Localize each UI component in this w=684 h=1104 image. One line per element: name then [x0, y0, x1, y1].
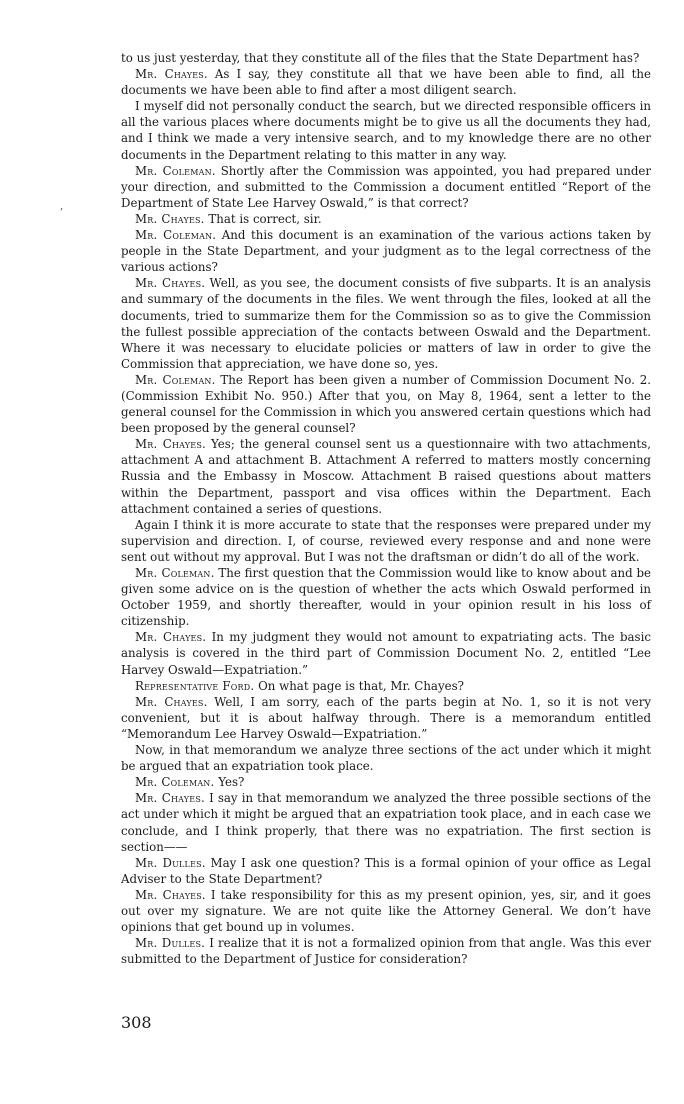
speaker-name: Mr. Coleman.	[135, 566, 215, 580]
paragraph	[121, 565, 651, 629]
paragraph	[121, 436, 651, 516]
paragraph-text: In my judgment they would not amount to expatriating acts. The basic analysis is covered in the third part of Commission Document No. 2, entitled “Lee Harvey Oswald—Expatriation.”	[121, 630, 651, 677]
speaker-name: Mr. Coleman.	[135, 372, 216, 387]
speaker-name: Mr. Dulles.	[135, 855, 206, 870]
paragraph-text: I realize that it is not a formalized opinion from that angle. Was this ever submitted to the Department of Justice for consideration?	[121, 936, 652, 967]
paragraph	[121, 629, 651, 677]
paragraph	[121, 275, 651, 372]
paragraph-text: I say in that memorandum we analyzed the three possible sections of the act under which it might be argued that an expatriation took place, and in each case we conclude, and I think properly, that there was no expatriation. The first section is section——	[121, 791, 651, 854]
speaker-name: Mr. Chayes.	[135, 630, 207, 645]
paragraph-text: As I say, they constitute all that we have been able to find, all the documents we have been able to find after a most diligent search.	[121, 67, 651, 98]
paragraph-text: The first question that the Commission would like to know about and be given some advice on is the question of whether the acts which Oswald performed in October 1959, and shortly thereafter, would in your opinion result in his loss of citizenship.	[121, 566, 651, 629]
paragraph	[121, 774, 651, 790]
paragraph	[121, 887, 651, 935]
speaker-name: Mr. Chayes.	[135, 791, 205, 806]
paragraph	[121, 694, 651, 742]
paragraph-text: Now, in that memorandum we analyze three sections of the act under which it might be argued that an expatriation took place.	[121, 743, 651, 774]
paragraph-text: Well, as you see, the document consists of five subparts. It is an analysis and summary of the documents in the files. We went through the files, looked at all the documents, tried to summarize them for the Commission so as to give the Commission the fullest possible appreciation of the contacts between Oswald and the Department. Where it was necessary to elucidate policies or matters of law in order to give the Commission that appreciation, we have done so, yes.	[121, 276, 651, 371]
page-number: 308	[121, 1013, 152, 1032]
speaker-name: Mr. Coleman.	[135, 775, 215, 790]
speaker-name: Mr. Chayes.	[135, 276, 206, 291]
paragraph	[121, 935, 651, 967]
paragraph-text: I myself did not personally conduct the search, but we directed responsible officers in all the various places where documents might be to give us all the documents they had, and I think we made a very intensive search, and to my knowledge there are no other documents in the Department relating to this matter in any way.	[121, 99, 651, 162]
paragraph	[121, 742, 651, 774]
paragraph-text: Again I think it is more accurate to state that the responses were prepared under my supervision and direction. I, of course, reviewed every response and and none were sent out without my approval. But I was not the draftsman or didn’t do all of the work.	[121, 517, 651, 564]
speaker-name: Mr. Dulles.	[135, 936, 206, 951]
paragraph	[121, 66, 651, 98]
speaker-name: Mr. Chayes.	[135, 887, 206, 902]
paragraph-text: Shortly after the Commission was appointed, you had prepared under your direction, and submitted to the Commission a document entitled “Report of the Department of State Lee Harvey Oswald,” is that correct?	[121, 163, 651, 210]
paragraph	[121, 227, 651, 275]
paragraph-text: Well, I am sorry, each of the parts begin at No. 1, so it is not very convenient, but it is about halfway through. There is a memorandum entitled “Memorandum Lee Harvey Oswald—Expatriation.”	[121, 694, 651, 741]
paragraph-text: Yes; the general counsel sent us a questionnaire with two attachments, attachment A and attachment B. Attachment A referred to matters mostly concerning Russia and the Embassy in Moscow. Attachment B raised questions about matters within the Department, passport and visa offices within the Department. Each attachment contained a series of questions.	[121, 437, 651, 516]
speaker-name: Mr. Coleman.	[135, 163, 216, 178]
paragraph-text: That is correct, sir.	[204, 211, 322, 226]
paragraph	[121, 50, 651, 66]
paragraph-text: On what page is that, Mr. Chayes?	[254, 678, 464, 693]
paragraph-text: Yes?	[214, 775, 245, 790]
speaker-name: Mr. Coleman.	[135, 228, 217, 243]
paragraph-text: I take responsibility for this as my present opinion, yes, sir, and it goes out over my signature. We are not quite like the Attorney General. We don’t have opinions that get bound up in volumes.	[121, 887, 651, 935]
paragraph-text: May I ask one question? This is a formal opinion of your office as Legal Adviser to the State Department?	[121, 855, 652, 886]
margin-mark: ‚	[60, 201, 64, 212]
speaker-name: Representative Ford.	[135, 678, 255, 693]
paragraph	[121, 790, 651, 854]
paragraph	[121, 98, 651, 162]
paragraph	[121, 517, 651, 565]
paragraph	[121, 163, 651, 211]
speaker-name: Mr. Chayes.	[135, 211, 205, 226]
speaker-name: Mr. Chayes.	[135, 437, 206, 452]
paragraph-text: The Report has been given a number of Commission Document No. 2. (Commission Exhibit No. 950.) After that you, on May 8, 1964, sent a letter to the general counsel for the Commission in which you answered certain questions which had been proposed by the general counsel?	[121, 372, 651, 436]
paragraph-text: to us just yesterday, that they constitute all of the files that the State Department has?	[121, 51, 640, 65]
paragraph	[121, 211, 651, 227]
speaker-name: Mr. Chayes.	[135, 694, 208, 709]
speaker-name: Mr. Chayes.	[135, 67, 208, 82]
paragraph	[121, 372, 651, 436]
paragraph-text: And this document is an examination of the various actions taken by people in the State Department, and your judgment as to the legal correctness of the various actions?	[121, 228, 651, 275]
document-body	[121, 50, 651, 967]
paragraph	[121, 678, 651, 694]
paragraph	[121, 855, 651, 887]
